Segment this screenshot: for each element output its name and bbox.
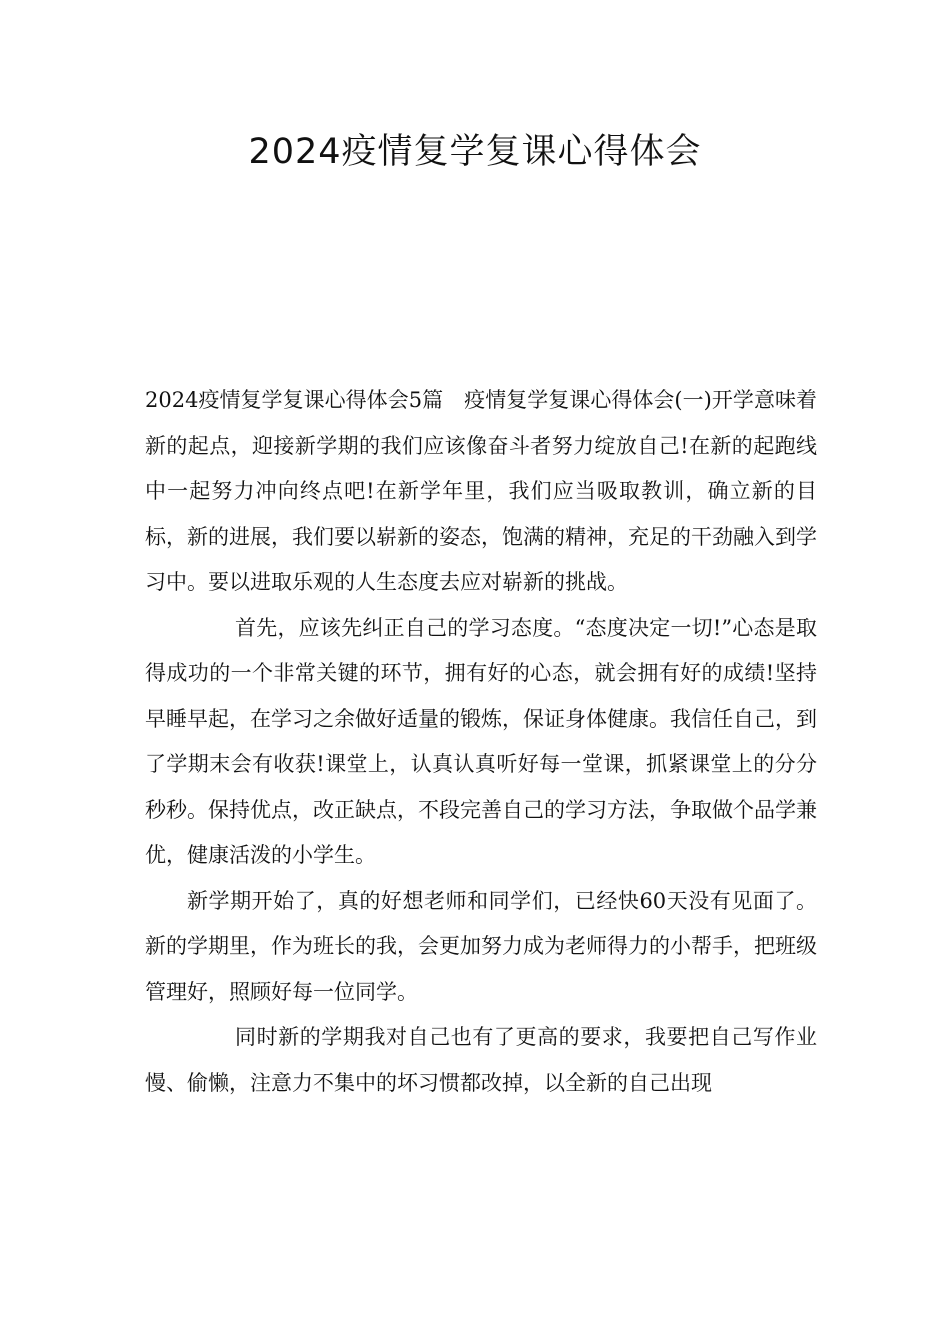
paragraph-4: 同时新的学期我对自己也有了更高的要求，我要把自己写作业慢、偷懒，注意力不集中的坏习惯都改掉，以全新的自己出现 (145, 1025, 817, 1095)
document-title: 2024疫情复学复课心得体会 (248, 132, 702, 172)
paragraph-1: 2024疫情复学复课心得体会5篇 疫情复学复课心得体会(一)开学意味着新的起点，迎接新学期的我们应该像奋斗者努力绽放自己!在新的起跑线中一起努力冲向终点吧!在新学年里，我们应当吸取教训，确立新的目标，新的进展，我们要以崭新的姿态，饱满的精神，充足的干劲融入到学习中。要以进取乐观的人生态度去应对崭新的挑战。 (145, 388, 817, 594)
paragraph-3: 新学期开始了，真的好想老师和同学们，已经快60天没有见面了。新的学期里，作为班长的我，会更加努力成为老师得力的小帮手，把班级管理好，照顾好每一位同学。 (145, 888, 817, 1004)
paragraph-2: 首先，应该先纠正自己的学习态度。“态度决定一切!”心态是取得成功的一个非常关键的环节，拥有好的心态，就会拥有好的成绩!坚持早睡早起，在学习之余做好适量的锻炼，保证身体健康。我信任自己，到了学期末会有收获!课堂上，认真认真听好每一堂课，抓紧课堂上的分分秒秒。保持优点，改正缺点，不段完善自己的学习方法，争取做个品学兼优，健康活泼的小学生。 (145, 615, 817, 867)
document-body (145, 378, 817, 1106)
